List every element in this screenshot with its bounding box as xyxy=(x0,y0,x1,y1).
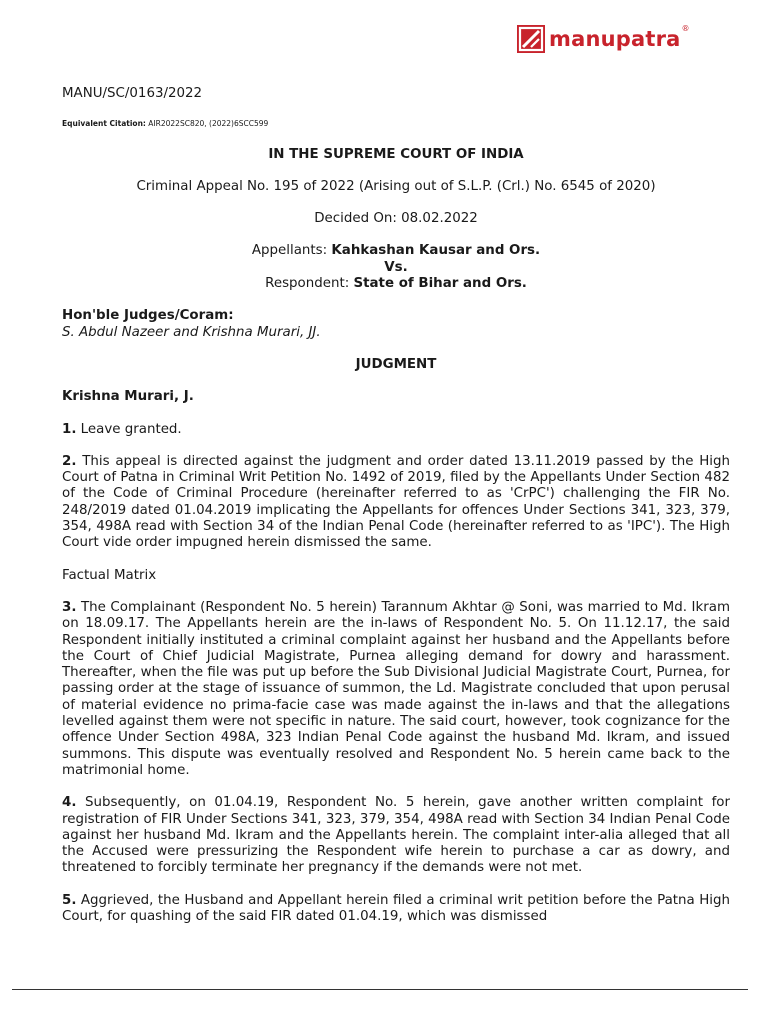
equivalent-citation-label: Equivalent Citation: xyxy=(62,119,146,129)
paragraph-number: 2. xyxy=(62,453,77,469)
decided-date: Decided On: 08.02.2022 xyxy=(314,211,478,227)
manupatra-mark-icon xyxy=(517,25,545,53)
manu-citation: MANU/SC/0163/2022 xyxy=(62,86,203,101)
coram-judges: S. Abdul Nazeer and Krishna Murari, JJ. xyxy=(62,324,321,340)
respondent-line xyxy=(62,276,730,292)
paragraph-3 xyxy=(62,600,730,779)
paragraph-2 xyxy=(62,454,730,552)
judgment-document xyxy=(62,86,730,925)
paragraph-number: 4. xyxy=(62,795,77,811)
paragraph-text: Subsequently, on 01.04.19, Respondent No. 5 herein, gave another written complaint for registration of FIR Under Sections 341, 323, 379, 354, 498A read with Section 34 Indian Penal Code against her husband Md. Ikram and the Appellants herein. The complaint inter-alia alleged that all the Accused were pressurizing the Respondent wife herein to purchase a car as dowry, and threatened to forcibly terminate her pregnancy if the demands were not met. xyxy=(62,795,730,876)
paragraph-4 xyxy=(62,795,730,876)
paragraph-text: The Complainant (Respondent No. 5 herein) Tarannum Akhtar @ Soni, was married to Md. Ikram on 18.09.17. The Appellants herein are the in-laws of Respondent No. 5. On 11.12.17, the said Respondent initially instituted a criminal complaint against her husband and the Appellants before the Court of Chief Judicial Magistrate, Purnea alleging demand for dowry and harassment. Thereafter, when the file was put up before the Sub Divisional Judicial Magistrate Court, Purnea, for passing order at the stage of issuance of summon, the Ld. Magistrate concluded that upon perusal of material evidence no prima-facie case was made against the in-laws and that the allegations levelled against them were not specific in nature. The said court, however, took cognizance for the offence Under Section 498A, 323 Indian Penal Code against the husband Md. Ikram, and issued summons. This dispute was eventually resolved and Respondent No. 5 herein came back to the matrimonial home. xyxy=(62,599,730,778)
registered-mark: ® xyxy=(681,24,690,33)
judgment-author: Krishna Murari, J. xyxy=(62,389,194,405)
section-heading: Factual Matrix xyxy=(62,567,157,583)
appellants-label: Appellants: xyxy=(251,243,332,259)
equivalent-citation-value: AIR2022SC820, (2022)6SCC599 xyxy=(145,119,269,129)
paragraph-text: Aggrieved, the Husband and Appellant herein filed a criminal writ petition before the Patna High Court, for quashing of the said FIR dated 01.04.19, which was dismissed xyxy=(62,892,730,924)
versus-text: Vs. xyxy=(384,259,408,275)
paragraph-number: 3. xyxy=(62,599,77,615)
versus xyxy=(62,260,730,276)
coram-heading: Hon'ble Judges/Coram: xyxy=(62,308,234,324)
paragraph-text: This appeal is directed against the judgment and order dated 13.11.2019 passed by the High Court of Patna in Criminal Writ Petition No. 1492 of 2019, filed by the Appellants Under Section 482 of the Code of Criminal Procedure (hereinafter referred to as 'CrPC') challenging the FIR No. 248/2019 dated 01.04.2019 implicating the Appellants for offences Under Sections 341, 323, 379, 354, 498A read with Section 34 of the Indian Penal Code (hereinafter referred to as 'IPC'). The High Court vide order impugned herein dismissed the same. xyxy=(62,453,730,551)
respondent-label: Respondent: xyxy=(265,276,354,292)
appellants-line xyxy=(62,243,730,259)
court-name: IN THE SUPREME COURT OF INDIA xyxy=(268,146,524,162)
paragraph-5 xyxy=(62,893,730,926)
paragraph-number: 5. xyxy=(62,892,77,908)
judgment-heading: JUDGMENT xyxy=(355,356,437,372)
appellants-value: Kahkashan Kausar and Ors. xyxy=(331,243,541,259)
respondent-value: State of Bihar and Ors. xyxy=(353,276,527,292)
paragraph-text: Leave granted. xyxy=(76,421,182,437)
equivalent-citation xyxy=(62,116,730,132)
appeal-number: Criminal Appeal No. 195 of 2022 (Arising out of S.L.P. (Crl.) No. 6545 of 2020) xyxy=(136,178,656,194)
parties xyxy=(62,243,730,292)
brand-name: manupatra xyxy=(549,27,681,51)
footer-divider xyxy=(12,989,748,990)
paragraph-1 xyxy=(62,422,730,438)
paragraph-number: 1. xyxy=(62,421,77,437)
manupatra-logo xyxy=(517,22,690,56)
